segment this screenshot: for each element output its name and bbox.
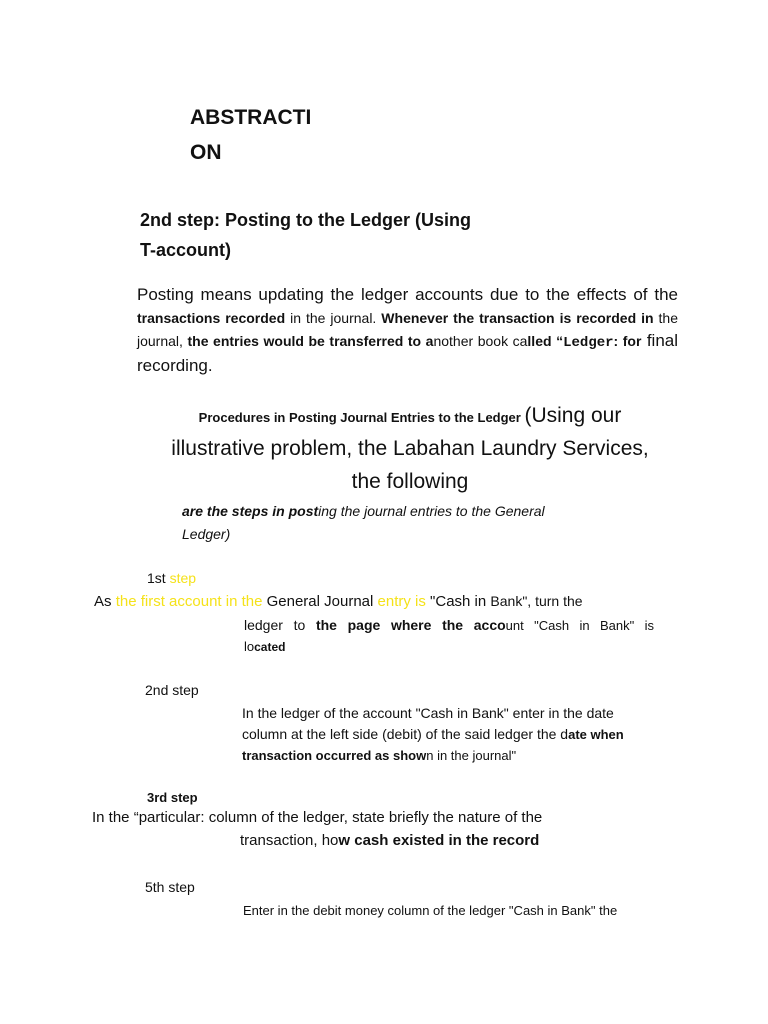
para-text: Posting means updating the ledger accounts due to the effects of the xyxy=(137,285,678,304)
step2-text: n in the journal" xyxy=(426,748,517,763)
step1-text: lo xyxy=(244,639,255,654)
step2-text: In the ledger of the account "Cash in Bank" enter in the date xyxy=(242,705,614,721)
step1-label-word: step xyxy=(169,570,197,586)
step2-bold: transaction occurred as show xyxy=(242,748,427,763)
step1-line-2 xyxy=(244,615,654,636)
step2-body xyxy=(242,703,682,766)
step2-bold: ate when xyxy=(568,727,624,742)
para-text: final recording. xyxy=(137,331,679,375)
step1-label xyxy=(147,570,196,586)
step1-text: As xyxy=(94,593,116,610)
subtitle-line-2: T-account) xyxy=(140,240,232,260)
page-title xyxy=(190,100,350,170)
title-line-2: ON xyxy=(190,141,222,164)
procedures-line-2: illustrative problem, the Labahan Laundry Services, xyxy=(171,437,649,460)
step2-label: 2nd step xyxy=(145,682,199,698)
step2-text: column at the left side (debit) of the said ledger the d xyxy=(242,726,569,742)
subtitle-line-1: 2nd step: Posting to the Ledger (Using xyxy=(140,210,472,230)
step3-line-2 xyxy=(240,832,539,849)
para-text: lled “ xyxy=(527,333,564,349)
step1-line-3 xyxy=(244,636,285,658)
step1-text: Bank", turn the xyxy=(490,593,583,609)
step3-bold: w cash existed in the record xyxy=(338,832,540,849)
step1-label-num: 1st xyxy=(147,570,170,586)
step1-highlight: the first account in the xyxy=(115,593,263,610)
title-line-1: ABSTRACTI xyxy=(190,106,312,129)
step1-text: ledger to xyxy=(244,617,316,633)
step5-line-1: Enter in the debit money column of the ledger "Cash in Bank" the xyxy=(243,903,618,918)
step1-text: unt "Cash in Bank" is xyxy=(505,618,655,633)
step5-label: 5th step xyxy=(145,879,195,895)
step1-bold: cated xyxy=(254,640,286,654)
steps-intro xyxy=(182,500,622,546)
para-text: nother book ca xyxy=(433,333,528,349)
procedures-heading xyxy=(140,400,680,499)
step1-bold: the page where the acco xyxy=(315,617,506,633)
para-text: the entries would be transferred to a xyxy=(187,333,434,349)
posting-definition-paragraph xyxy=(137,283,678,378)
step1-text: General Journal xyxy=(262,593,378,610)
para-text: in the journal. xyxy=(285,310,382,326)
para-text: the journal, xyxy=(137,310,678,349)
step1-line-1 xyxy=(94,593,583,610)
step3-label: 3rd step xyxy=(147,790,198,805)
steps-intro-line-2: Ledger) xyxy=(182,526,231,542)
section-subtitle xyxy=(140,205,540,265)
steps-intro-bold: are the steps in post xyxy=(182,503,319,519)
para-text: : for xyxy=(613,333,642,349)
para-text: Ledger xyxy=(563,335,614,351)
step3-line-1: In the “particular: column of the ledger, state briefly the nature of the xyxy=(92,809,543,826)
procedures-line-3: the following xyxy=(351,470,469,493)
step1-text: "Cash in xyxy=(425,593,491,610)
para-text: transactions recorded xyxy=(137,310,286,326)
procedures-head-text: Procedures in Posting Journal Entries to the Ledger xyxy=(198,410,525,425)
step3-text: transaction, ho xyxy=(240,832,339,849)
step1-highlight: entry is xyxy=(377,593,426,610)
para-text: Whenever the transaction is recorded in xyxy=(381,310,654,326)
procedures-line-1: (Using our xyxy=(524,404,622,427)
steps-intro-text: ing the journal entries to the General xyxy=(318,503,545,519)
